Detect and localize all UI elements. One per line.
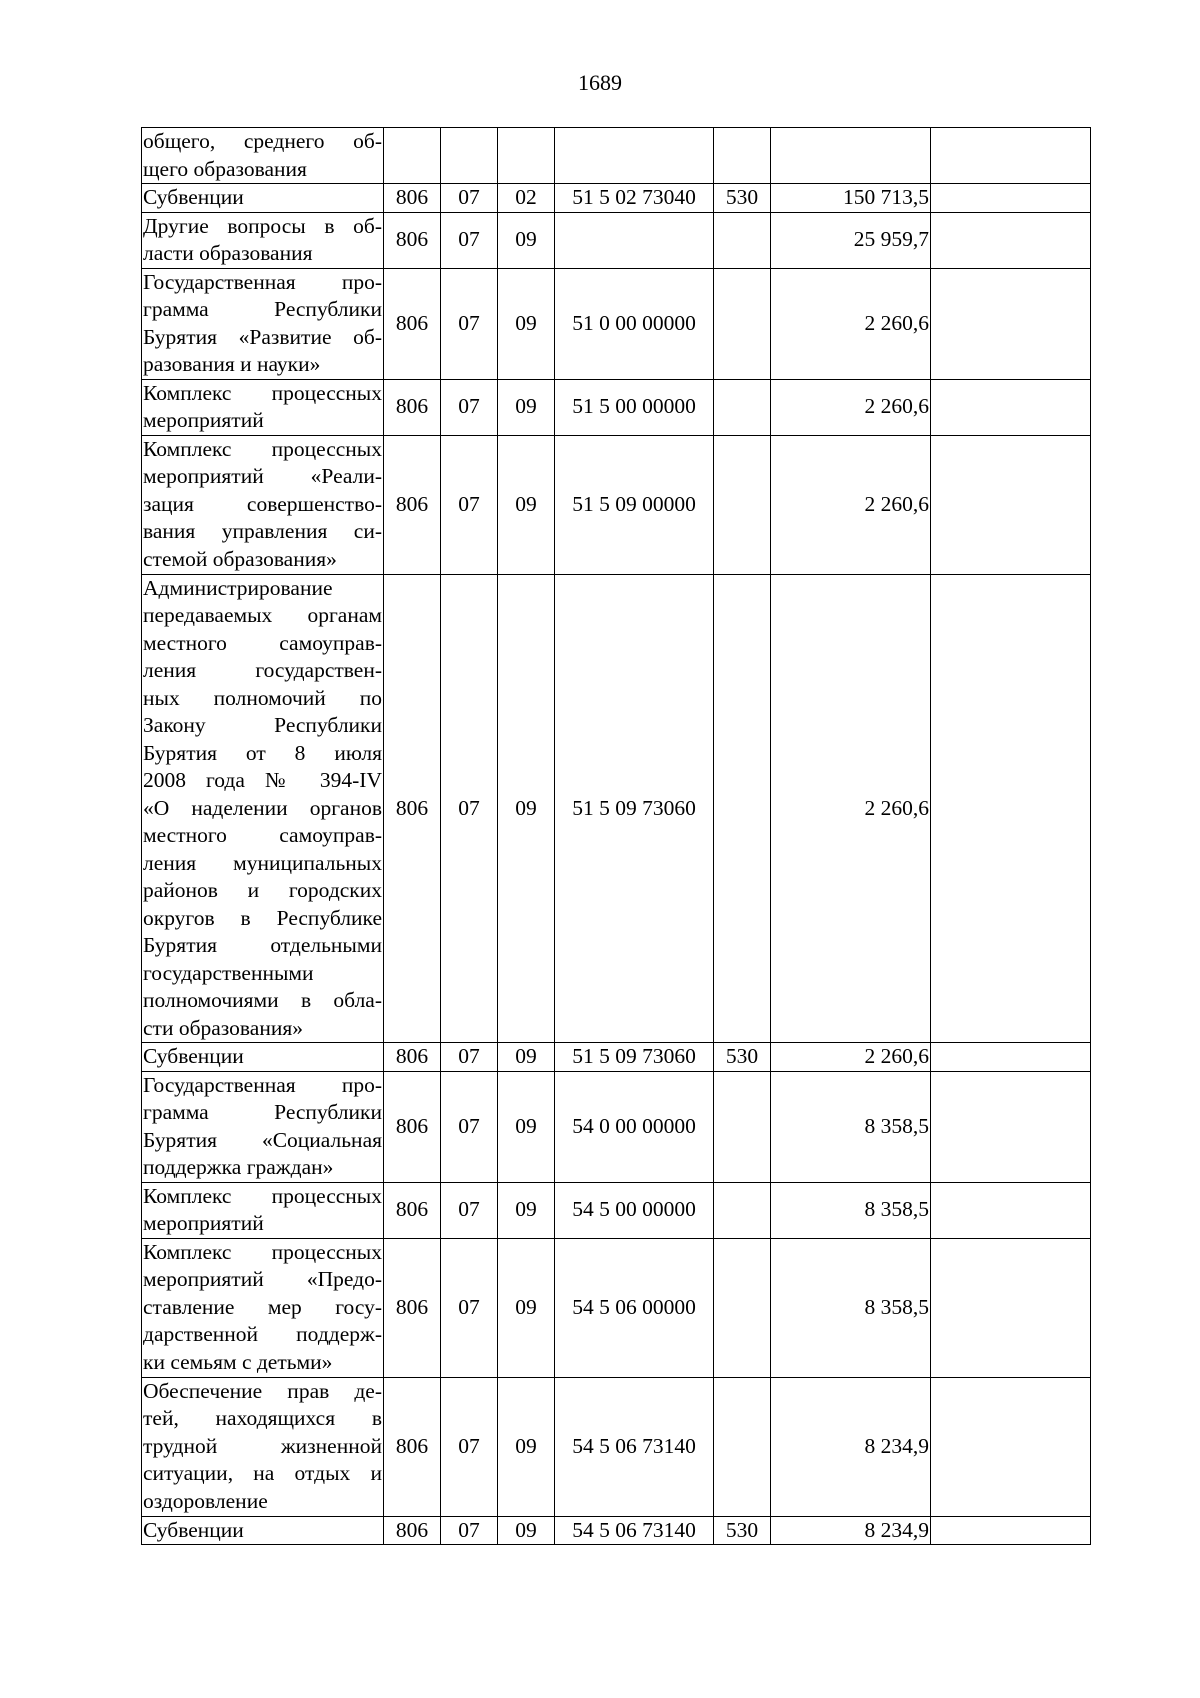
- amount-cell: 8 234,9: [771, 1516, 931, 1545]
- table-row: [142, 1071, 1091, 1182]
- table-row: [142, 574, 1091, 1043]
- ministry-code-cell: 806: [384, 1182, 441, 1238]
- page-number: 1689: [578, 70, 622, 95]
- target-article-cell: 54 0 00 00000: [555, 1071, 714, 1182]
- ministry-code-cell: 806: [384, 574, 441, 1043]
- extra-cell: [931, 268, 1091, 379]
- table-body: [142, 128, 1091, 1545]
- section-code-cell: 07: [441, 435, 498, 574]
- expense-type-cell: [714, 128, 771, 184]
- extra-cell: [931, 184, 1091, 213]
- subsection-code-cell: 09: [498, 1238, 555, 1377]
- section-code-cell: 07: [441, 1238, 498, 1377]
- target-article-cell: 51 5 00 00000: [555, 379, 714, 435]
- subsection-code-cell: 09: [498, 574, 555, 1043]
- budget-table: [141, 127, 1091, 1545]
- amount-cell: 150 713,5: [771, 184, 931, 213]
- row-name-cell: Комплекс процессных мероприятий «Реали- зация совершенство- вания управления си- стемой образования»: [142, 435, 384, 574]
- ministry-code-cell: 806: [384, 1238, 441, 1377]
- table-row: [142, 1043, 1091, 1072]
- extra-cell: [931, 1377, 1091, 1516]
- row-name-cell: Субвенции: [142, 184, 384, 213]
- amount-cell: 2 260,6: [771, 435, 931, 574]
- ministry-code-cell: 806: [384, 212, 441, 268]
- subsection-code-cell: 09: [498, 1043, 555, 1072]
- table-row: [142, 268, 1091, 379]
- amount-cell: 2 260,6: [771, 268, 931, 379]
- row-name-cell: Государственная про- грамма Республики Бурятия «Социальная поддержка граждан»: [142, 1071, 384, 1182]
- row-name-cell: Субвенции: [142, 1043, 384, 1072]
- ministry-code-cell: 806: [384, 1377, 441, 1516]
- target-article-cell: 51 5 09 73060: [555, 1043, 714, 1072]
- target-article-cell: 51 5 09 00000: [555, 435, 714, 574]
- expense-type-cell: [714, 212, 771, 268]
- row-name-cell: Обеспечение прав де- тей, находящихся в трудной жизненной ситуации, на отдых и оздоровление: [142, 1377, 384, 1516]
- extra-cell: [931, 128, 1091, 184]
- row-name-cell: Комплекс процессных мероприятий «Предо- ставление мер госу- дарственной поддерж- ки семьям с детьми»: [142, 1238, 384, 1377]
- target-article-cell: 54 5 06 00000: [555, 1238, 714, 1377]
- table-row: [142, 1238, 1091, 1377]
- subsection-code-cell: 09: [498, 1516, 555, 1545]
- amount-cell: 8 234,9: [771, 1377, 931, 1516]
- row-name-cell: Администрирование передаваемых органам местного самоуправ- ления государствен- ных полномочий по Закону Республики Бурятия от 8 июля 2008 года № 394-IV «О наделении органов местного самоуправ- ления муниципальных районов и городских округов в Республике Бурятия отдельными государственными полномочиями в обла- сти образования»: [142, 574, 384, 1043]
- table-row: [142, 1516, 1091, 1545]
- subsection-code-cell: 09: [498, 1182, 555, 1238]
- expense-type-cell: [714, 1071, 771, 1182]
- expense-type-cell: [714, 1377, 771, 1516]
- ministry-code-cell: 806: [384, 184, 441, 213]
- section-code-cell: 07: [441, 1071, 498, 1182]
- subsection-code-cell: [498, 128, 555, 184]
- expense-type-cell: [714, 435, 771, 574]
- subsection-code-cell: 09: [498, 268, 555, 379]
- expense-type-cell: [714, 1182, 771, 1238]
- amount-cell: 25 959,7: [771, 212, 931, 268]
- expense-type-cell: [714, 1238, 771, 1377]
- table-row: [142, 1377, 1091, 1516]
- extra-cell: [931, 435, 1091, 574]
- section-code-cell: 07: [441, 379, 498, 435]
- ministry-code-cell: 806: [384, 379, 441, 435]
- amount-cell: 8 358,5: [771, 1182, 931, 1238]
- amount-cell: 8 358,5: [771, 1238, 931, 1377]
- section-code-cell: 07: [441, 1516, 498, 1545]
- extra-cell: [931, 1182, 1091, 1238]
- table-row: [142, 212, 1091, 268]
- target-article-cell: [555, 128, 714, 184]
- table-row: [142, 184, 1091, 213]
- subsection-code-cell: 09: [498, 212, 555, 268]
- subsection-code-cell: 09: [498, 435, 555, 574]
- row-name-cell: общего, среднего об- щего образования: [142, 128, 384, 184]
- subsection-code-cell: 09: [498, 1377, 555, 1516]
- row-name-cell: Государственная про- грамма Республики Бурятия «Развитие об- разования и науки»: [142, 268, 384, 379]
- table-row: [142, 128, 1091, 184]
- target-article-cell: [555, 212, 714, 268]
- amount-cell: 8 358,5: [771, 1071, 931, 1182]
- section-code-cell: 07: [441, 1377, 498, 1516]
- ministry-code-cell: 806: [384, 1071, 441, 1182]
- expense-type-cell: 530: [714, 184, 771, 213]
- section-code-cell: 07: [441, 184, 498, 213]
- extra-cell: [931, 1238, 1091, 1377]
- extra-cell: [931, 379, 1091, 435]
- row-name-cell: Комплекс процессных мероприятий: [142, 1182, 384, 1238]
- ministry-code-cell: [384, 128, 441, 184]
- ministry-code-cell: 806: [384, 1516, 441, 1545]
- expense-type-cell: 530: [714, 1516, 771, 1545]
- amount-cell: [771, 128, 931, 184]
- subsection-code-cell: 09: [498, 1071, 555, 1182]
- subsection-code-cell: 09: [498, 379, 555, 435]
- section-code-cell: 07: [441, 1182, 498, 1238]
- expense-type-cell: [714, 574, 771, 1043]
- expense-type-cell: [714, 379, 771, 435]
- subsection-code-cell: 02: [498, 184, 555, 213]
- target-article-cell: 51 5 09 73060: [555, 574, 714, 1043]
- table-row: [142, 379, 1091, 435]
- table-row: [142, 1182, 1091, 1238]
- expense-type-cell: 530: [714, 1043, 771, 1072]
- extra-cell: [931, 1516, 1091, 1545]
- section-code-cell: [441, 128, 498, 184]
- ministry-code-cell: 806: [384, 1043, 441, 1072]
- target-article-cell: 51 0 00 00000: [555, 268, 714, 379]
- row-name-cell: Субвенции: [142, 1516, 384, 1545]
- row-name-cell: Другие вопросы в об- ласти образования: [142, 212, 384, 268]
- section-code-cell: 07: [441, 212, 498, 268]
- expense-type-cell: [714, 268, 771, 379]
- section-code-cell: 07: [441, 268, 498, 379]
- table-row: [142, 435, 1091, 574]
- section-code-cell: 07: [441, 574, 498, 1043]
- row-name-cell: Комплекс процессных мероприятий: [142, 379, 384, 435]
- extra-cell: [931, 1071, 1091, 1182]
- target-article-cell: 51 5 02 73040: [555, 184, 714, 213]
- amount-cell: 2 260,6: [771, 1043, 931, 1072]
- ministry-code-cell: 806: [384, 268, 441, 379]
- section-code-cell: 07: [441, 1043, 498, 1072]
- extra-cell: [931, 574, 1091, 1043]
- target-article-cell: 54 5 06 73140: [555, 1516, 714, 1545]
- ministry-code-cell: 806: [384, 435, 441, 574]
- target-article-cell: 54 5 00 00000: [555, 1182, 714, 1238]
- extra-cell: [931, 212, 1091, 268]
- target-article-cell: 54 5 06 73140: [555, 1377, 714, 1516]
- amount-cell: 2 260,6: [771, 574, 931, 1043]
- extra-cell: [931, 1043, 1091, 1072]
- amount-cell: 2 260,6: [771, 379, 931, 435]
